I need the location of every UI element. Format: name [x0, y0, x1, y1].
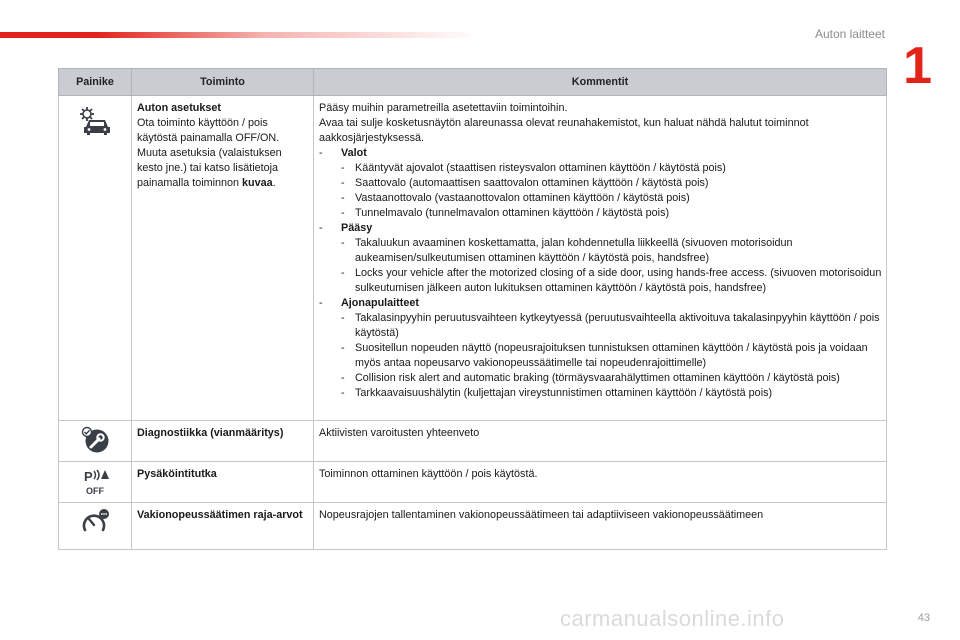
- list-item: - Suositellun nopeuden näyttö (nopeusrajoituksen tunnistuksen ottaminen käyttöön / käytöstä pois ja voidaan myös antaa nopeusarvo vakionopeussäätimelle tai nopeudenrajoittimelle): [341, 342, 868, 369]
- table-row: [59, 462, 887, 503]
- section-title: Auton laitteet: [814, 27, 885, 41]
- function-title: Pysäköintitutka: [137, 468, 217, 480]
- comment-cell: [314, 96, 887, 421]
- function-title: Diagnostiikka (vianmääritys): [137, 427, 284, 439]
- icon-cell: [59, 421, 132, 462]
- table-row: [59, 96, 887, 421]
- comment-cell: [314, 421, 887, 462]
- watermark: carmanualsonline.info: [560, 606, 785, 631]
- list-item: - Vastaanottovalo (vastaanottovalon ottaminen käyttöön / käytöstä pois): [341, 192, 690, 204]
- comment-line: Avaa tai sulje kosketusnäytön alareunassa olevat reunahakemistot, kun haluat nähdä halutut toiminnot aakkosjärjestyksessä.: [319, 117, 809, 144]
- comment-cell: [314, 462, 887, 503]
- header-function: Toiminto: [132, 69, 314, 96]
- header-button: Painike: [59, 69, 132, 96]
- function-cell: [132, 96, 314, 421]
- table-row: [59, 421, 887, 462]
- list-item: - Saattovalo (automaattisen saattovalon ottaminen käyttöön / käytöstä pois): [341, 177, 709, 189]
- function-title: Vakionopeussäätimen raja-arvot: [137, 509, 303, 521]
- function-title: Auton asetukset: [137, 102, 221, 114]
- list-item: - Kääntyvät ajovalot (staattisen risteysvalon ottaminen käyttöön / käytöstä pois): [341, 162, 726, 174]
- chapter-number: 1: [903, 37, 932, 95]
- header-comments: Kommentit: [314, 69, 887, 96]
- list-item: - Pääsy: [319, 221, 882, 236]
- group-title: Pääsy: [341, 222, 373, 234]
- function-cell: [132, 503, 314, 550]
- comment-line: Aktiivisten varoitusten yhteenveto: [319, 427, 480, 439]
- speed-limit-memory-icon: [80, 516, 112, 528]
- list-item: - Takaluukun avaaminen koskettamatta, jalan kohdennetulla liikkeellä (sivuoven motorisoidun aukeamisen/sulkeutumisen ottaminen käyttöön / käytöstä pois, handsfree): [341, 237, 793, 264]
- functions-table: [58, 68, 887, 550]
- page-number: 43: [917, 612, 930, 624]
- function-description: Ota toiminto käyttöön / pois käytöstä painamalla OFF/ON. Muuta asetuksia (valaistuksen kesto jne.) tai katso lisätietoja painamalla toiminnon: [137, 117, 282, 189]
- icon-cell: [59, 462, 132, 503]
- function-description-bold: kuvaa: [242, 177, 273, 189]
- table-row: [59, 503, 887, 550]
- svg-text:P: P: [83, 469, 93, 484]
- comment-line: Pääsy muihin parametreilla asetettaviin toimintoihin.: [319, 102, 568, 114]
- list-item: - Tarkkaavaisuushälytin (kuljettajan vireystunnistimen ottaminen käyttöön / käytöstä pois): [341, 387, 773, 399]
- group-title: Ajonapulaitteet: [341, 297, 419, 309]
- icon-cell: [59, 503, 132, 550]
- comment-line: Toiminnon ottaminen käyttöön / pois käytöstä.: [319, 468, 538, 480]
- list-item: - Ajonapulaitteet: [319, 296, 882, 311]
- list-item: - Tunnelmavalo (tunnelmavalon ottaminen käyttöön / käytöstä pois): [341, 207, 670, 219]
- comment-cell: [314, 503, 887, 550]
- car-settings-icon: [79, 115, 113, 127]
- header-stripe: [0, 32, 480, 38]
- function-description-end: .: [272, 177, 276, 189]
- list-item: - Takalasinpyyhin peruutusvaihteen kytkeytyessä (peruutusvaihteella aktivoituva takalasinpyyhin käyttöön / pois käytöstä): [341, 312, 880, 339]
- list-item: - Valot: [319, 146, 882, 161]
- function-cell: [132, 421, 314, 462]
- table-header-row: [59, 69, 887, 96]
- icon-cell: [59, 96, 132, 421]
- diagnostics-icon: [81, 434, 111, 446]
- icon-off-label: OFF: [85, 486, 104, 496]
- parking-sensor-off-icon: [81, 469, 111, 496]
- list-item: - Locks your vehicle after the motorized closing of a side door, using hands-free access. (sivuoven motorisoidun sulkeutumisen jälkeen auton lukituksen ottaminen käyttöön / käytöstä pois, handsfree): [341, 267, 882, 294]
- group-title: Valot: [341, 147, 367, 159]
- function-cell: [132, 462, 314, 503]
- list-item: - Collision risk alert and automatic braking (törmäysvaarahälyttimen ottaminen käyttöön / käytöstä pois): [341, 372, 840, 384]
- comment-line: Nopeusrajojen tallentaminen vakionopeussäätimeen tai adaptiiviseen vakionopeussäätimeen: [319, 509, 764, 521]
